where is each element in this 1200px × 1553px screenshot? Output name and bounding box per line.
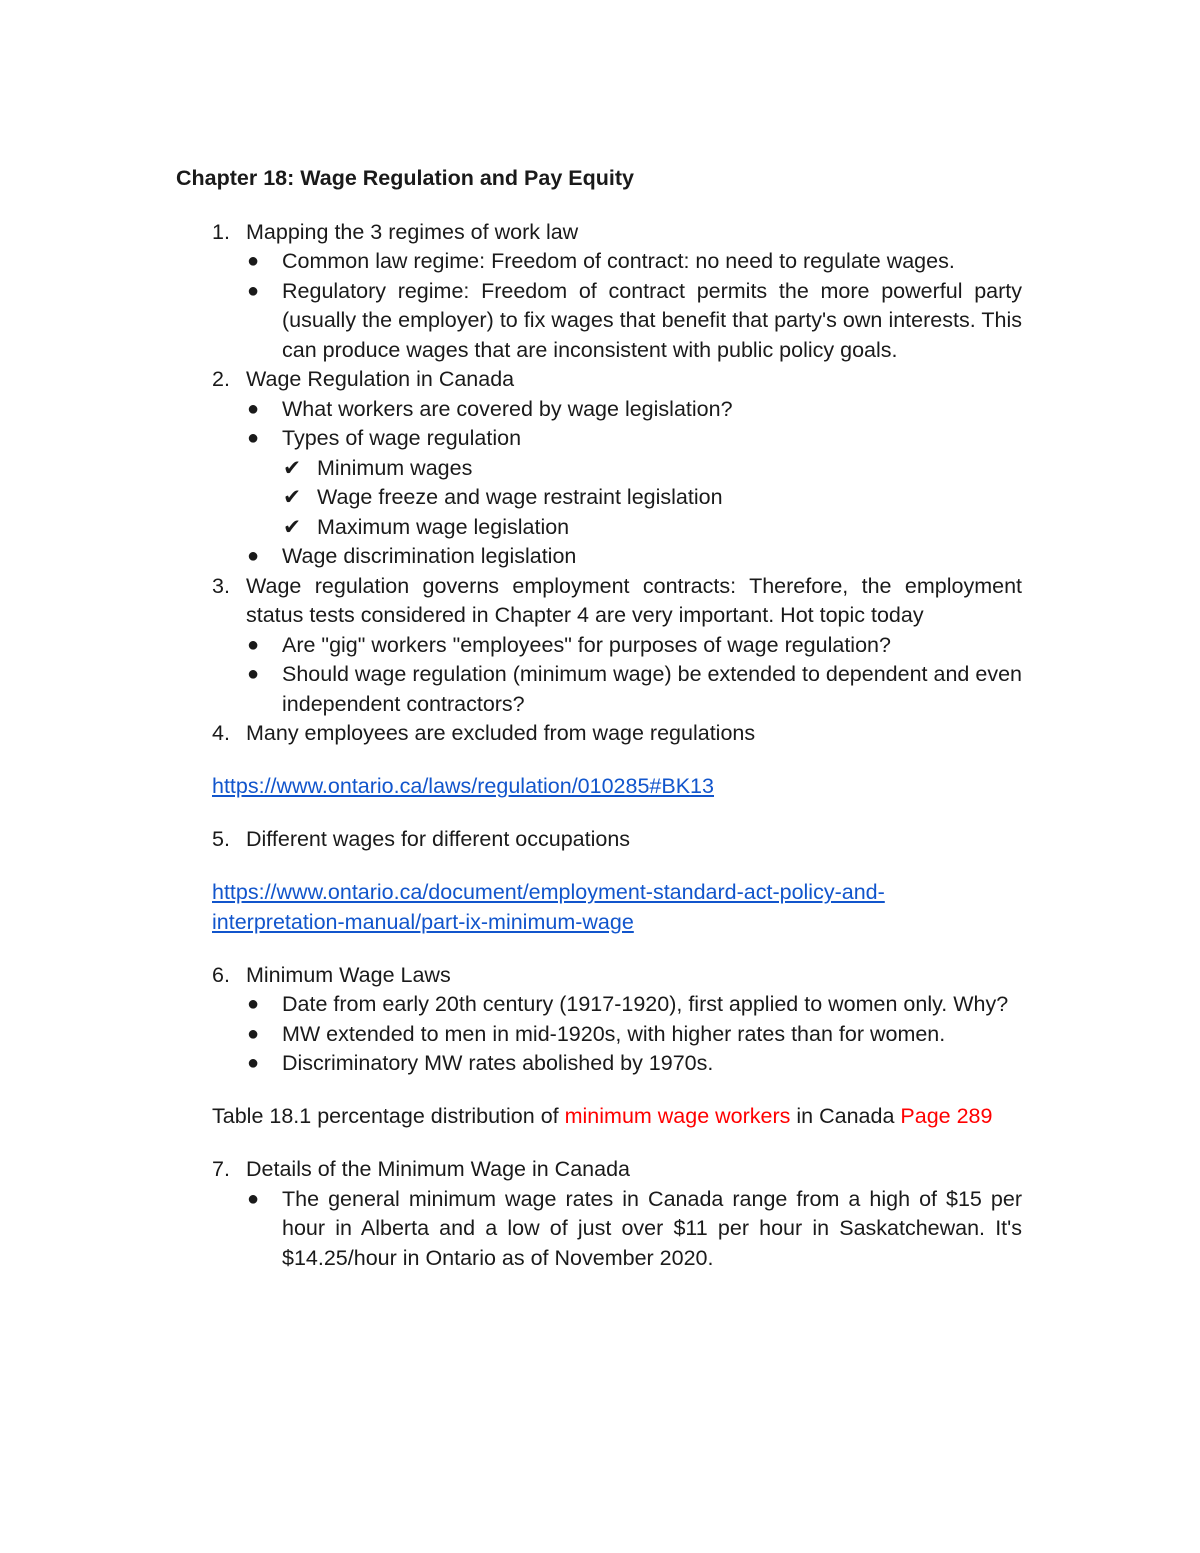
bullet-text: The general minimum wage rates in Canada range from a high of $15 per hour in Alberta and a low of just over $11 per hour in Saskatchewan. It's $14.25/hour in Ontario as of November 2020. <box>282 1186 1022 1270</box>
list-number: 6. <box>212 962 230 987</box>
list-number: 4. <box>212 721 230 745</box>
list-number: 2. <box>212 367 230 391</box>
list-item-text: Wage Regulation in Canada <box>246 367 515 391</box>
table-note <box>176 1102 1022 1132</box>
bullet-text: MW extended to men in mid-1920s, with higher rates than for women. <box>282 1021 946 1046</box>
bullet-icon: ● <box>247 1187 260 1210</box>
list-item-3 <box>176 572 1022 631</box>
table-note-text: in Canada <box>790 1104 901 1128</box>
bullet-icon: ● <box>247 633 260 656</box>
check-text: Minimum wages <box>317 455 473 480</box>
list-item-5 <box>176 825 1022 855</box>
bullet-text: Discriminatory MW rates abolished by 1970s. <box>282 1051 714 1075</box>
bullet-text: Regulatory regime: Freedom of contract permits the more powerful party (usually the employer) to fix wages that benefit that party's own interests. This can produce wages that are inconsistent with public policy goals. <box>282 278 1022 362</box>
bullet-item <box>176 277 1022 366</box>
regulation-link[interactable] <box>176 772 1022 802</box>
bullet-item <box>176 990 1022 1020</box>
list-item-text: Different wages for different occupations <box>246 827 631 851</box>
check-text: Wage freeze and wage restraint legislation <box>317 485 723 509</box>
bullet-text: Are "gig" workers "employees" for purposes of wage regulation? <box>282 632 891 657</box>
bullet-item <box>176 1185 1022 1274</box>
bullet-item <box>176 395 1022 425</box>
check-icon: ✔ <box>283 455 302 480</box>
list-item-2 <box>176 365 1022 395</box>
document-page <box>176 163 1022 1273</box>
list-item-text: Wage regulation governs employment contracts: Therefore, the employment status tests considered in Chapter 4 are very important. Hot topic today <box>246 573 1022 627</box>
bullet-item <box>176 1020 1022 1050</box>
bullet-icon: ● <box>247 993 260 1015</box>
bullet-text: Types of wage regulation <box>282 426 522 450</box>
manual-link-line-2[interactable]: interpretation-manual/part-ix-minimum-wage <box>212 909 634 934</box>
table-note-page: Page 289 <box>900 1104 993 1128</box>
bullet-item <box>176 247 1022 277</box>
bullet-item <box>176 424 1022 454</box>
list-item-4 <box>176 719 1022 749</box>
bullet-icon: ● <box>247 279 260 302</box>
bullet-icon: ● <box>247 1022 260 1045</box>
bullet-item <box>176 542 1022 572</box>
list-number: 5. <box>212 827 230 851</box>
list-number: 1. <box>212 219 230 244</box>
table-note-text: Table 18.1 percentage distribution of <box>212 1104 565 1128</box>
bullet-text: Date from early 20th century (1917-1920), first applied to women only. Why? <box>282 992 1009 1016</box>
chapter-title: Chapter 18: Wage Regulation and Pay Equity <box>176 166 634 190</box>
bullet-item <box>176 660 1022 719</box>
bullet-item <box>176 631 1022 661</box>
bullet-icon: ● <box>247 1052 260 1074</box>
check-item <box>176 483 1022 513</box>
check-icon: ✔ <box>283 514 302 539</box>
check-text: Maximum wage legislation <box>317 514 570 539</box>
bullet-icon: ● <box>247 397 260 420</box>
check-item <box>176 454 1022 484</box>
list-number: 3. <box>212 573 230 598</box>
bullet-icon: ● <box>247 663 260 685</box>
manual-link-line-1[interactable]: https://www.ontario.ca/document/employment-standard-act-policy-and- <box>212 880 885 904</box>
list-item-text: Minimum Wage Laws <box>246 962 451 987</box>
bullet-icon: ● <box>247 545 260 567</box>
list-item-text: Mapping the 3 regimes of work law <box>246 219 579 244</box>
bullet-icon: ● <box>247 250 260 272</box>
manual-link[interactable] <box>176 878 1022 937</box>
list-item-text: Details of the Minimum Wage in Canada <box>246 1157 630 1181</box>
list-item-6 <box>176 961 1022 991</box>
bullet-text: Wage discrimination legislation <box>282 544 577 568</box>
check-item <box>176 513 1022 543</box>
check-icon: ✔ <box>283 485 302 509</box>
list-item-1 <box>176 218 1022 248</box>
list-item-7 <box>176 1155 1022 1185</box>
bullet-text: What workers are covered by wage legislation? <box>282 396 733 421</box>
list-number: 7. <box>212 1157 230 1181</box>
table-note-highlight: minimum wage workers <box>564 1104 791 1128</box>
bullet-icon: ● <box>247 427 260 449</box>
regulation-link-text[interactable]: https://www.ontario.ca/laws/regulation/010285#BK13 <box>212 774 714 798</box>
bullet-item <box>176 1049 1022 1079</box>
bullet-text: Common law regime: Freedom of contract: no need to regulate wages. <box>282 249 955 273</box>
list-item-text: Many employees are excluded from wage regulations <box>246 721 756 745</box>
bullet-text: Should wage regulation (minimum wage) be extended to dependent and even independent contractors? <box>282 662 1022 716</box>
